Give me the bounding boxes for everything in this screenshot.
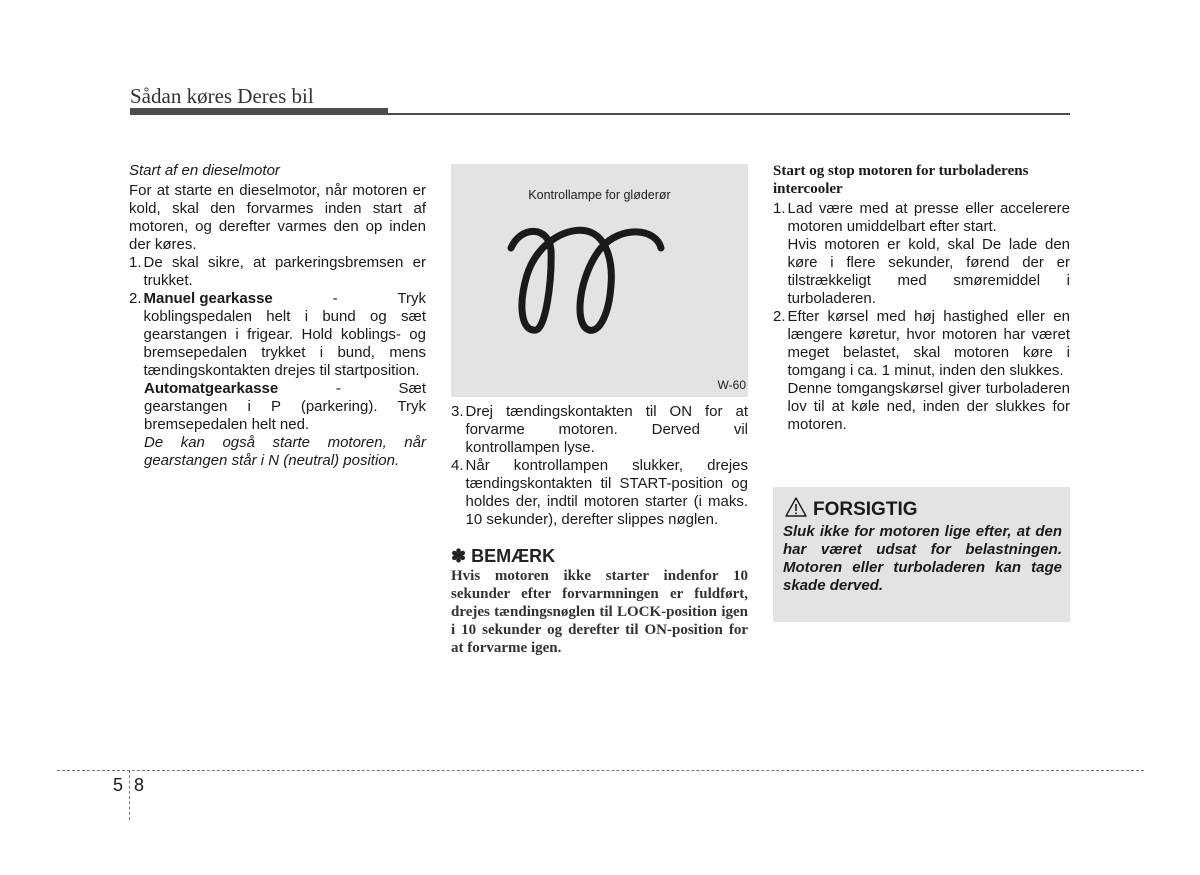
glow-plug-figure xyxy=(451,164,748,397)
header-rule-thick xyxy=(130,108,388,115)
list-text: De skal sikre, at parkeringsbremsen er trukket. xyxy=(143,254,426,289)
header-rule-thin xyxy=(388,113,1070,115)
list-number: 4. xyxy=(451,457,464,474)
neutral-start-note: De kan også starte motoren, når gearstangen står i N (neutral) position. xyxy=(144,434,426,469)
footer-dashed-divider xyxy=(129,770,130,820)
list-text: Lad være med at presse eller accelerere motoren umiddelbart efter start. xyxy=(787,200,1070,235)
automatic-gearbox-first-word: Sæt xyxy=(398,380,426,397)
manual-gearbox-dash: - xyxy=(332,290,338,307)
column-right xyxy=(773,162,1070,434)
automatic-gearbox-dash: - xyxy=(335,380,341,397)
automatic-gearbox-text: gearstangen i P (parkering). Tryk bremsepedalen helt ned. xyxy=(144,398,426,433)
list-paragraph: Hvis motoren er kold, skal De lade den køre i flere sekunder, førend der er tilstrækkeligt med smøremiddel i turboladeren. xyxy=(787,236,1070,307)
list-item-step-4 xyxy=(451,457,748,529)
list-item-step-2 xyxy=(129,290,426,380)
note-text: Hvis motoren ikke starter indenfor 10 sekunder efter forvarmningen er fuldført, drejes tændingsnøglen til LOCK-position igen i 10 sekunder og derefter til ON-position for at forvarme igen. xyxy=(451,568,748,656)
caution-title: FORSIGTIG xyxy=(813,498,918,520)
footer-dashed-rule xyxy=(57,770,1144,771)
figure-caption: Kontrollampe for gløderør xyxy=(528,188,671,202)
page-header-title: Sådan køres Deres bil xyxy=(130,84,314,108)
automatic-gearbox-block xyxy=(144,380,426,470)
list-text: Når kontrollampen slukker, drejes tændingskontakten til START-position og holdes der, indtil motoren starter (i maks. 10 sekunder), derefter slippes nøglen. xyxy=(465,457,748,528)
list-item-turbo-1 xyxy=(773,200,1070,308)
note-title: ✽ BEMÆRK xyxy=(451,546,556,566)
manual-gearbox-first-word: Tryk xyxy=(397,290,426,307)
section-heading-diesel-start: Start af en dieselmotor xyxy=(129,162,280,179)
list-number: 2. xyxy=(773,308,786,325)
page-section-number: 5 xyxy=(113,775,124,795)
list-item-turbo-2 xyxy=(773,308,1070,434)
page-number: 8 xyxy=(134,775,145,795)
list-item-step-1 xyxy=(129,254,426,290)
automatic-gearbox-line xyxy=(144,380,426,398)
caution-box xyxy=(773,487,1070,622)
list-text: Drej tændingskontakten til ON for at forvarme motoren. Derved vil kontrollampen lyse. xyxy=(465,403,748,456)
list-number: 3. xyxy=(451,403,464,420)
list-number: 1. xyxy=(129,254,142,271)
column-left xyxy=(129,162,426,470)
figure-code: W-60 xyxy=(717,378,746,392)
warning-triangle-icon xyxy=(785,497,807,522)
column-middle xyxy=(451,403,748,657)
manual-gearbox-text: koblingspedalen helt i bund og sæt gearstangen i frigear. Hold koblings- og bremsepedalen trykket i bund, mens tændingskontakten drejes til startposition. xyxy=(143,308,426,379)
automatic-gearbox-label: Automatgearkasse xyxy=(144,380,279,397)
list-paragraph: Denne tomgangskørsel giver turboladeren lov til at køle ned, inden der slukkes for motoren. xyxy=(787,380,1070,433)
list-number: 2. xyxy=(129,290,142,307)
manual-gearbox-line xyxy=(144,290,426,308)
section-heading-turbo: Start og stop motoren for turboladerens intercooler xyxy=(773,163,1029,197)
manual-gearbox-label: Manuel gearkasse xyxy=(143,290,273,307)
list-item-step-3 xyxy=(451,403,748,457)
intro-paragraph: For at starte en dieselmotor, når motoren er kold, skal den forvarmes inden start af motoren, og derefter varmes den op inden der køres. xyxy=(129,182,426,253)
list-text: Efter kørsel med høj hastighed eller en længere køretur, hvor motoren har været meget belastet, skal motoren køre i tomgang i ca. 1 minut, inden den slukkes. xyxy=(787,308,1070,379)
list-number: 1. xyxy=(773,200,786,217)
caution-text: Sluk ikke for motoren lige efter, at den har været udsat for belastningen. Motoren eller turboladeren kan tage skade derved. xyxy=(783,523,1062,594)
